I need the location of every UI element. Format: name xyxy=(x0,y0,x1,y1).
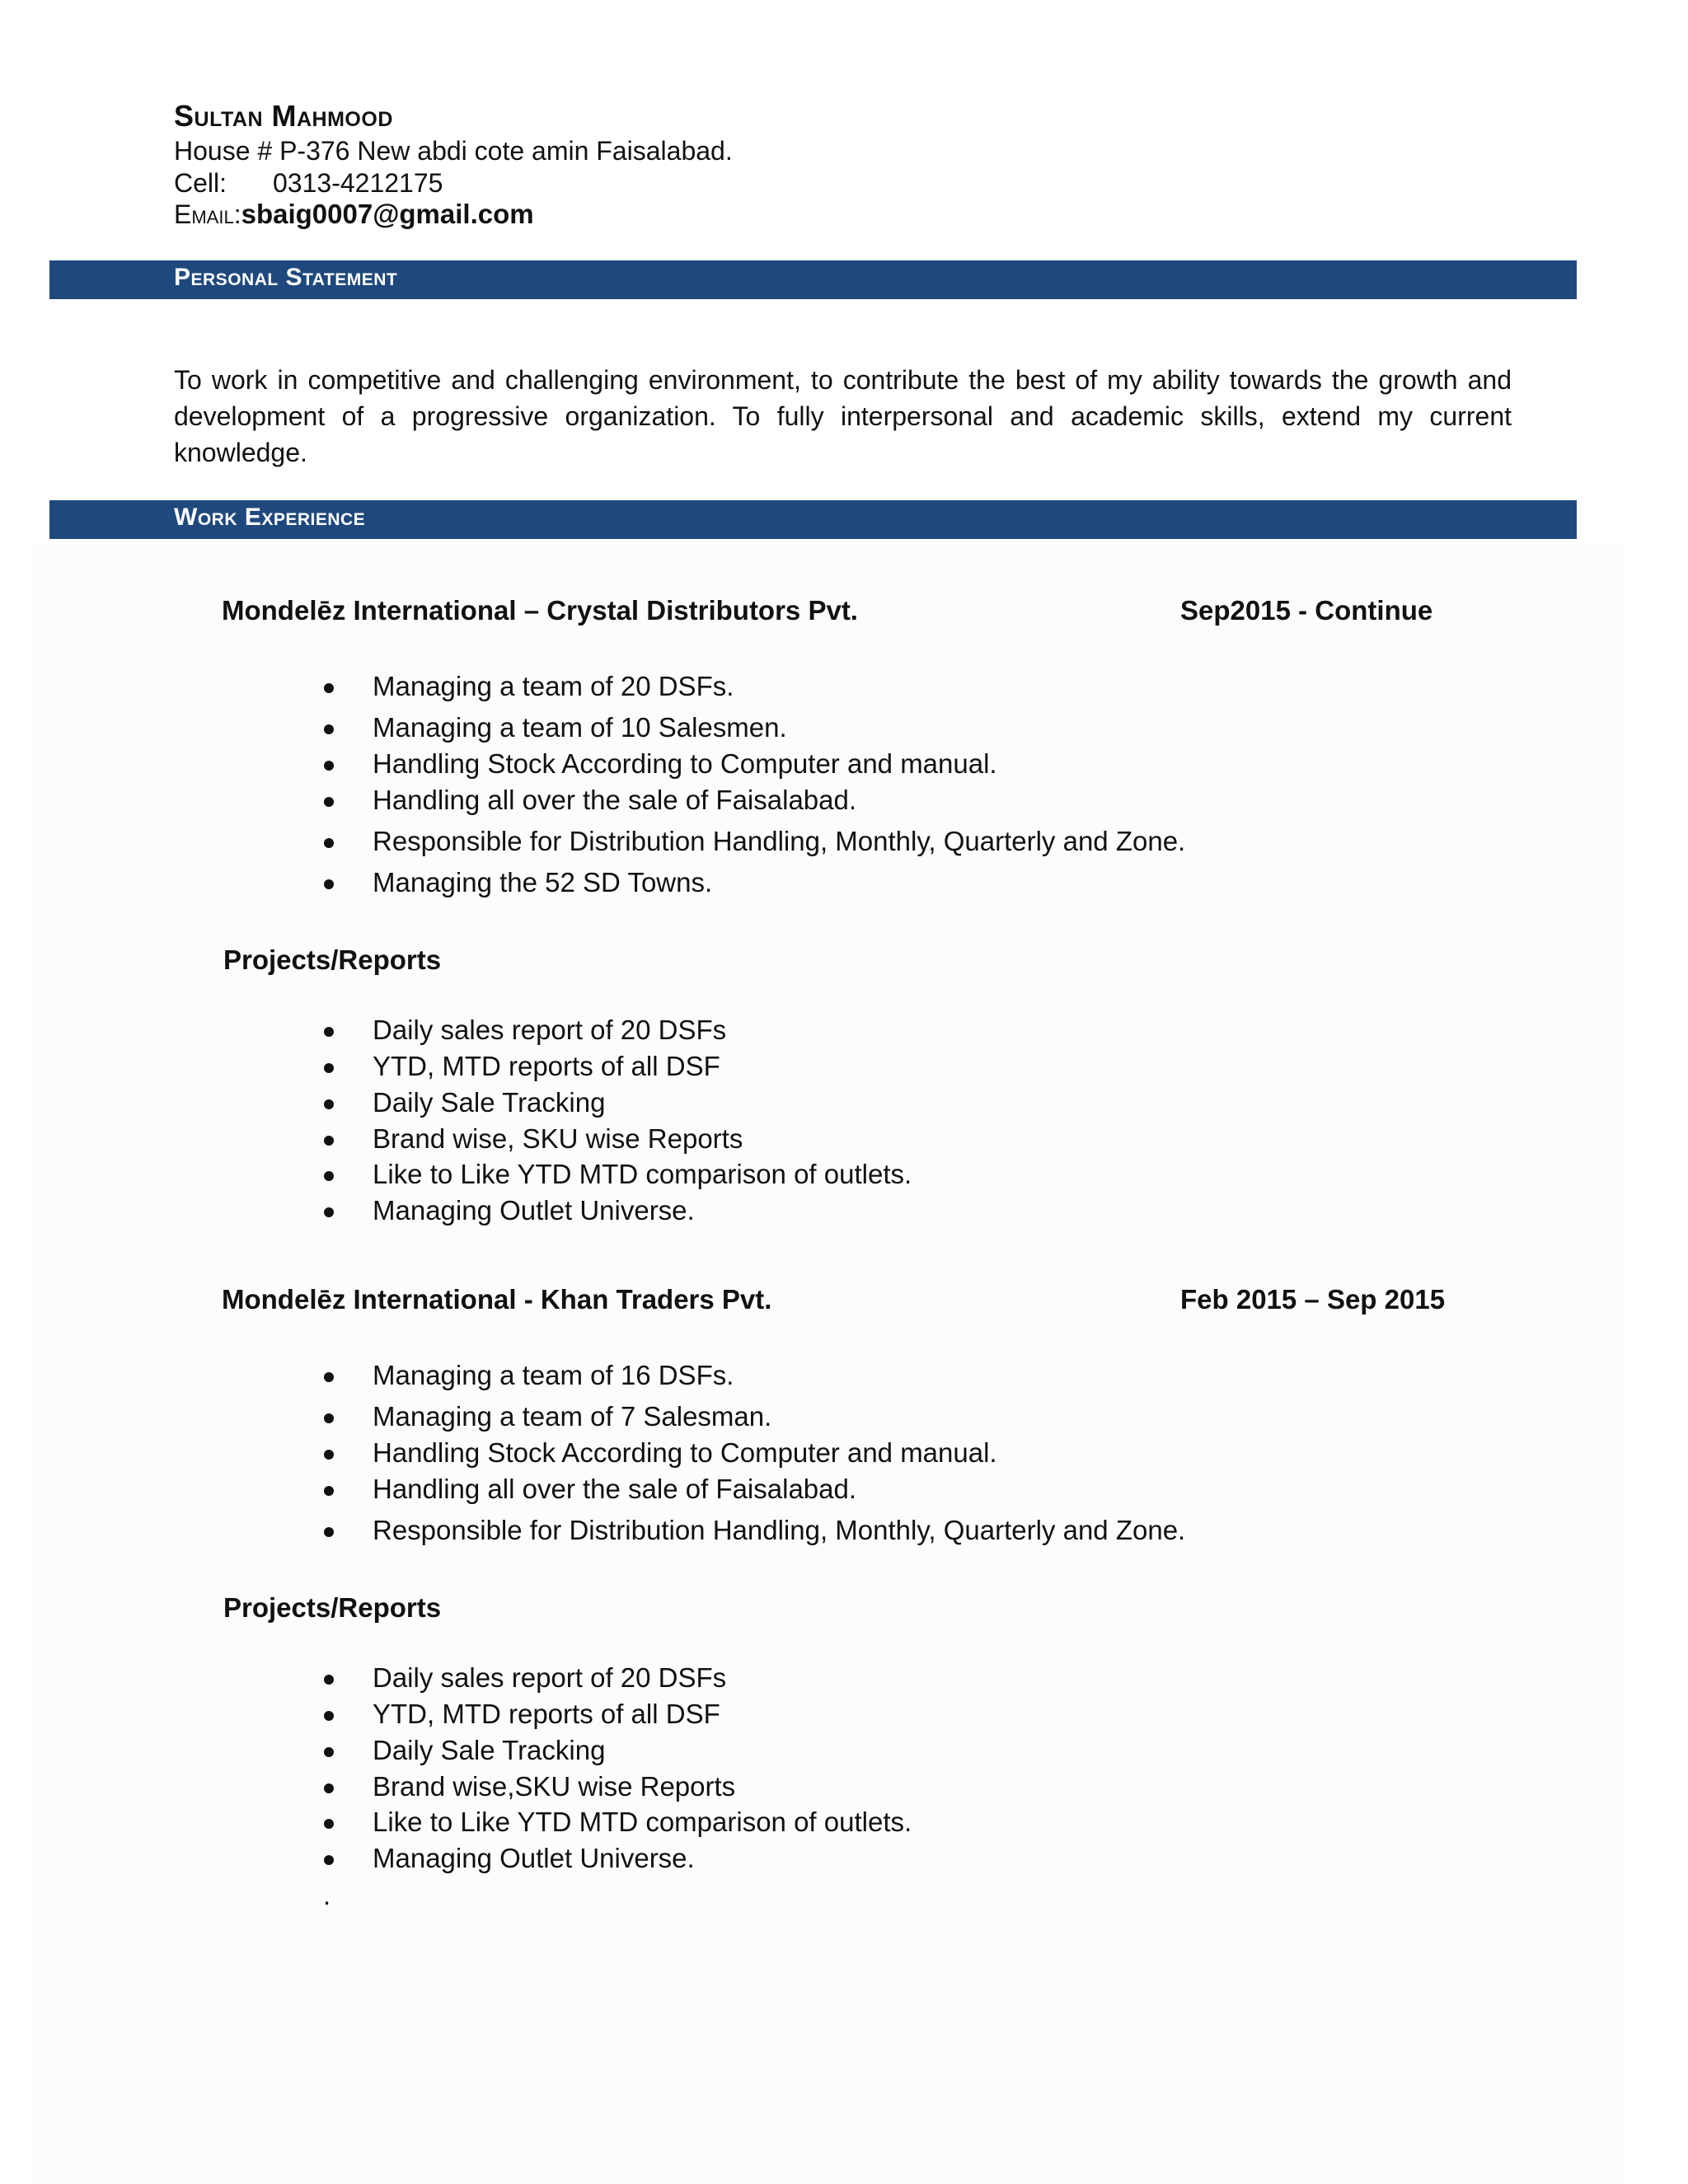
bullet-icon xyxy=(324,1063,334,1073)
personal-statement-text: To work in competitive and challenging environment, to contribute the best of my ability towards the growth and development of a progressive organization. To fully interpersonal and academic skills, extend my current knowledge. xyxy=(174,365,1512,467)
job-2-projects-title: Projects/Reports xyxy=(223,1592,442,1623)
job-1-company: Mondelēz International – Crystal Distributors Pvt. xyxy=(222,595,858,626)
bullet-icon xyxy=(324,1171,334,1181)
bullet-icon xyxy=(324,838,334,848)
bullet-icon xyxy=(324,1675,334,1685)
bullet-icon xyxy=(324,1207,334,1217)
work-experience-title: Work Experience xyxy=(174,504,366,531)
bullet-icon xyxy=(324,683,334,693)
bullet-icon xyxy=(324,1486,334,1496)
bullet-icon xyxy=(324,1372,334,1382)
bullet-icon xyxy=(324,1783,334,1793)
bullet-icon xyxy=(324,1450,334,1460)
bullet-icon xyxy=(324,1711,334,1721)
bullet-icon xyxy=(324,1136,334,1146)
cell-line xyxy=(174,166,443,199)
email-label: Email: xyxy=(174,199,241,229)
email-line xyxy=(174,198,534,231)
bullet-icon xyxy=(324,1099,334,1109)
bullet-icon xyxy=(324,1527,334,1537)
bullet-icon xyxy=(324,879,334,889)
cell-label: Cell: xyxy=(174,168,227,198)
job-2-dates: Feb 2015 – Sep 2015 xyxy=(1180,1284,1446,1315)
work-experience-header xyxy=(49,500,1577,539)
job-1-projects-title: Projects/Reports xyxy=(223,944,442,975)
personal-statement-title: Personal Statement xyxy=(174,264,398,291)
job-2-company: Mondelēz International - Khan Traders Pvt. xyxy=(222,1284,772,1315)
bullet-icon xyxy=(324,1747,334,1757)
resume-page: Sultan Mahmood House # P-376 New abdi cote amin Faisalabad. Cell: 0313-4212175 Email:sbaig0007@gmail.com Personal Statement To work in competitive and challenging environment, to contribute the best of my ability towards the growth and development of a progressive organization. To fully interpersonal and academic skills, extend my current knowledge. Work Experience Mondelēz International – Crystal Distributors Pvt. Sep2015 - Continue Managing a team of 20 DSFs. Managing a team of 10 Salesmen. Handling Stock According to Computer and manual. Handling all over the sale of Faisalabad. Responsible for Distribution Handling, Monthly, Quarterly and Zone. Managing the 52 SD Towns. Projects/Reports Daily sales report of 20 DSFs YTD, MTD reports of all DSF Daily Sale Tracking Brand wise, SKU wise Reports Like to Like YTD MTD comparison of outlets. Managing Outlet Universe. Mondelēz International - Khan Traders Pvt. Feb 2015 – Sep 2015 Managing a team of 16 DSFs. Managing a team of 7 Salesman. Handling Stock According to Computer and manual. Handling all over the sale of Faisalabad. Responsible for Distribution Handling, Monthly, Quarterly and Zone. Projects/Reports Daily sales report of 20 DSFs YTD, MTD reports of all DSF Daily Sale Tracking Brand wise,SKU wise Reports Like to Like YTD MTD comparison of outlets. Managing Outlet Universe. . xyxy=(0,0,1688,2184)
trailing-period: . xyxy=(323,1880,331,1910)
cell-number: 0313-4212175 xyxy=(273,168,443,198)
address: House # P-376 New abdi cote amin Faisalabad. xyxy=(174,136,733,166)
bullet-icon xyxy=(324,724,334,734)
bullet-icon xyxy=(324,1413,334,1423)
candidate-name: Sultan Mahmood xyxy=(174,99,393,133)
bullet-icon xyxy=(324,1027,334,1037)
bullet-icon xyxy=(324,1819,334,1829)
bullet-icon xyxy=(324,761,334,771)
bullet-icon xyxy=(324,1855,334,1865)
job-1-dates: Sep2015 - Continue xyxy=(1180,595,1433,626)
email-address: sbaig0007@gmail.com xyxy=(241,199,534,229)
personal-statement-header xyxy=(49,260,1577,299)
bullet-icon xyxy=(324,797,334,807)
